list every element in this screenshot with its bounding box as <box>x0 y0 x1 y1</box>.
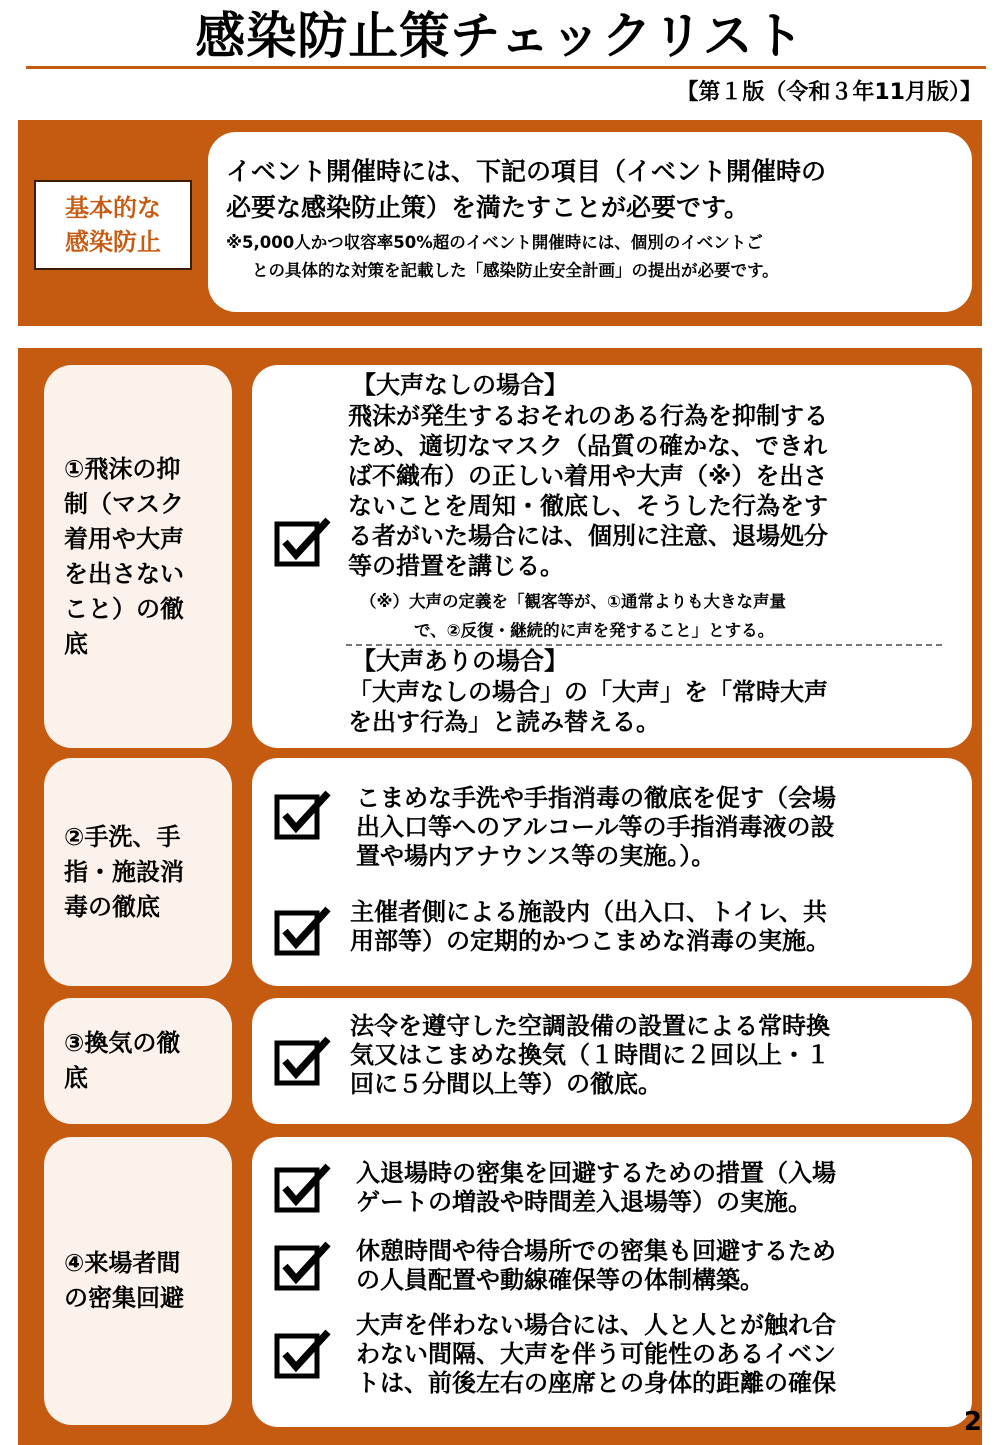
loud-heading: 【大声ありの場合】 <box>352 647 568 675</box>
check-box-icon <box>274 1161 332 1213</box>
basic-note-line: ※5,000人かつ収容率50%超のイベント開催時には、個別のイベントご <box>226 233 763 252</box>
section-3-content <box>252 998 972 1124</box>
section-1-content <box>252 365 972 748</box>
footnote-line: （※）大声の定義を「観客等が、①通常よりも大きな声量 <box>360 592 787 611</box>
text-line: 法令を遵守した空調設備の設置による常時換 <box>350 1012 830 1040</box>
quiet-heading: 【大声なしの場合】 <box>352 371 568 399</box>
label-line: を出さない <box>64 559 184 588</box>
checklist-item <box>356 1237 836 1295</box>
text-line: の人員配置や動線確保等の体制構築。 <box>356 1266 764 1294</box>
text-line: を出す行為」と読み替える。 <box>348 708 660 736</box>
label-line: 着用や大声 <box>64 524 184 553</box>
text-line: ゲートの増設や時間差入退場等）の実施。 <box>356 1188 812 1216</box>
checklist-item <box>350 898 830 956</box>
section-4-content <box>252 1137 972 1427</box>
check-box-icon <box>274 515 332 567</box>
check-box-icon <box>274 1327 332 1379</box>
basic-label-line: 基本的な <box>65 194 161 222</box>
label-line: の密集回避 <box>64 1284 184 1312</box>
text-line: 大声を伴わない場合には、人と人とが触れ合 <box>356 1311 836 1339</box>
page-title: 感染防止策チェックリスト <box>195 7 805 65</box>
label-line: 指・施設消 <box>64 857 184 886</box>
label-line: 底 <box>64 629 88 658</box>
checklist-item <box>356 1311 836 1398</box>
text-line: 用部等）の定期的かつこまめな消毒の実施。 <box>350 927 830 955</box>
text-line: ないことを周知・徹底し、そうした行為をす <box>348 492 828 520</box>
text-line: ため、適切なマスク（品質の確かな、できれ <box>348 432 828 460</box>
check-box-icon <box>274 904 332 956</box>
text-line: わない間隔、大声を伴う可能性のあるイベン <box>356 1340 836 1368</box>
checklist-item <box>356 1159 836 1217</box>
text-line: トは、前後左右の座席との身体的距離の確保 <box>356 1369 836 1397</box>
basic-main-line: イベント開催時には、下記の項目（イベント開催時の <box>226 157 827 186</box>
label-line: こと）の徹 <box>64 594 184 623</box>
text-line: る者がいた場合には、個別に注意、退場処分 <box>348 522 828 550</box>
basic-label <box>34 180 192 270</box>
text-line: 主催者側による施設内（出入口、トイレ、共 <box>350 898 827 926</box>
label-line: 制（マスク <box>64 489 184 518</box>
text-line: 等の措置を講じる。 <box>348 552 564 580</box>
basic-note-line: との具体的な対策を記載した「感染防止安全計画」の提出が必要です。 <box>252 261 779 280</box>
page-number: 2 <box>963 1407 982 1437</box>
section-2-label <box>44 758 232 986</box>
basic-note <box>226 229 966 285</box>
section-3-label <box>44 998 232 1124</box>
text-line: ば不織布）の正しい着用や大声（※）を出さ <box>348 462 828 490</box>
footnote-line: で、②反復・継続的に声を発すること」とする。 <box>414 621 775 640</box>
text-line: 回に５分間以上等）の徹底。 <box>350 1070 662 1098</box>
basic-description-box <box>208 132 972 312</box>
basic-main-text <box>226 154 966 226</box>
edition-label: 【第１版（令和３年11月版）】 <box>676 80 982 105</box>
text-line: 入退場時の密集を回避するための措置（入場 <box>356 1159 836 1187</box>
text-line: 休憩時間や待合場所での密集も回避するため <box>356 1237 836 1265</box>
label-line: 毒の徹底 <box>64 892 160 921</box>
check-box-icon <box>274 788 332 840</box>
checklist-item <box>350 1012 830 1099</box>
label-line: ③換気の徹 <box>64 1029 181 1057</box>
text-line: 置や場内アナウンス等の実施。）。 <box>356 842 716 870</box>
text-line: 気又はこまめな換気（１時間に２回以上・１ <box>350 1041 830 1069</box>
label-line: ①飛沫の抑 <box>64 454 181 483</box>
check-box-icon <box>274 1239 332 1291</box>
label-line: ④来場者間 <box>64 1249 181 1277</box>
section-1-label <box>44 365 232 748</box>
dashed-divider <box>346 644 942 646</box>
text-line: 出入口等へのアルコール等の手指消毒液の設 <box>356 813 835 841</box>
basic-main-line: 必要な感染防止策）を満たすことが必要です。 <box>226 193 750 222</box>
loud-voice-footnote <box>360 587 786 645</box>
title-underline <box>26 66 986 69</box>
section-2-content <box>252 758 972 986</box>
loud-text <box>348 677 828 737</box>
checklist-item <box>356 784 836 871</box>
basic-label-line: 感染防止 <box>65 228 161 256</box>
label-line: 底 <box>64 1064 88 1092</box>
section-4-label <box>44 1137 232 1425</box>
check-box-icon <box>274 1034 332 1086</box>
text-line: こまめな手洗や手指消毒の徹底を促す（会場 <box>356 784 836 812</box>
quiet-text <box>348 401 828 581</box>
text-line: 飛沫が発生するおそれのある行為を抑制する <box>348 402 828 430</box>
text-line: 「大声なしの場合」の「大声」を「常時大声 <box>348 678 828 706</box>
label-line: ②手洗、手 <box>64 822 181 851</box>
